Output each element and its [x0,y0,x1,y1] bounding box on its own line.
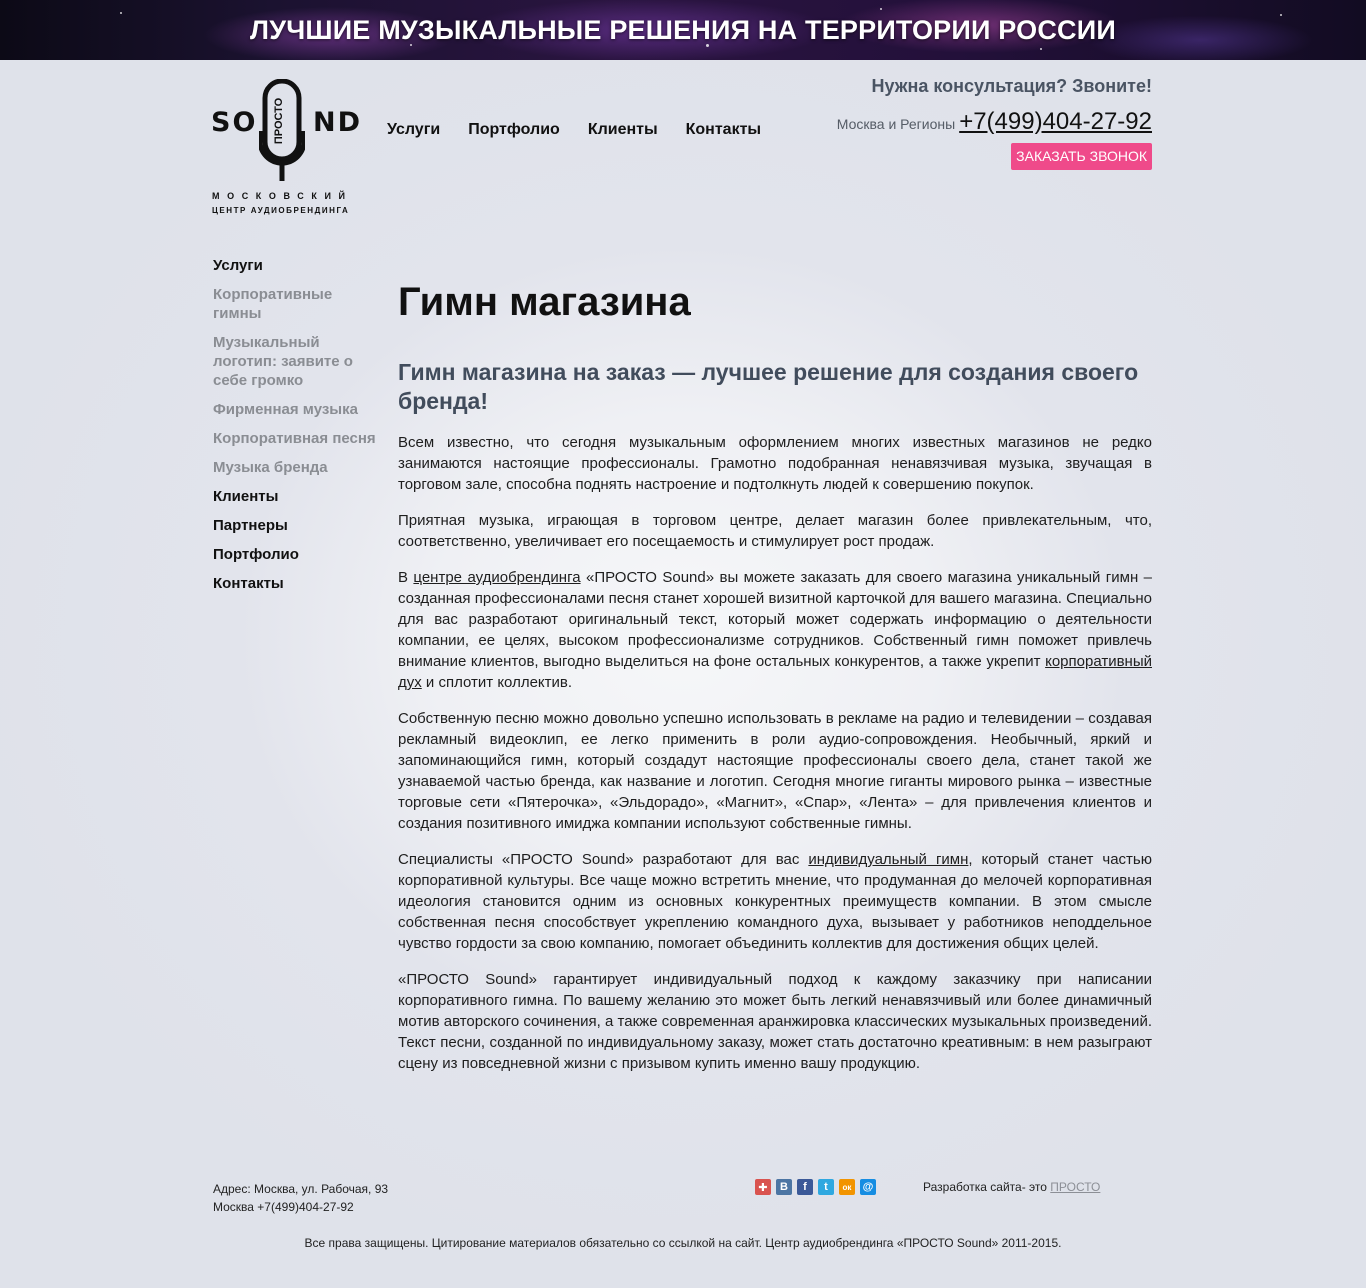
sidebar-item-services[interactable]: Услуги [213,257,263,274]
developer-credit [923,1180,1100,1194]
footer-address: Адрес: Москва, ул. Рабочая, 93 [213,1182,389,1196]
social-share-buttons [755,1179,876,1195]
sidebar-item-clients[interactable]: Клиенты [213,488,279,505]
logo-mic-text: ПРОСТО [273,97,285,145]
bookmark-icon[interactable]: ✚ [755,1179,771,1195]
p5-text-b: , который станет частью корпоративной культуры. Все чаще можно встретить мнение, что продуманная до мелочей корпоративная идеология становится одним из основных конкурентных преимуществ компании. В этом смысле собственная песня способствует укреплению командного духа, вызывает у работников неподдельное чувство гордости за свою компанию, помогает объединить коллектив для достижения общих целей. [398,851,1152,952]
p3-text-b: «ПРОСТО Sound» вы можете заказать для своего магазина уникальный гимн – созданная профессионалами песня станет хорошей визитной карточкой для вашего магазина. Специально для вас разработают оригинальный текст, который может содержать информацию о деятельности компании, ее целях, высоком профессионализме сотрудников. Собственный гимн поможет привлечь внимание клиентов, выгодно выделиться на фоне остальных конкурентов, а также укрепит [398,569,1152,670]
sidebar-item-contacts[interactable]: Контакты [213,575,284,592]
sidebar-item-corporate-song[interactable]: Корпоративная песня [213,430,376,447]
corporate-spirit-link[interactable]: корпоративный дух [398,653,1152,691]
sidebar-item-brand-music[interactable]: Фирменная музыка [213,401,358,418]
logo-subtitle-2: ЦЕНТР АУДИОБРЕНДИНГА [212,206,350,215]
p5-text-a: Специалисты «ПРОСТО Sound» разработают для вас [398,851,809,868]
article-subtitle: Гимн магазина на заказ — лучшее решение для создания своего бренда! [398,359,1139,414]
order-call-button[interactable]: ЗАКАЗАТЬ ЗВОНОК [1011,143,1152,170]
article-paragraph-6: «ПРОСТО Sound» гарантирует индивидуальный подход к каждому заказчику при написании корпоративного гимна. По вашему желанию это может быть легкий ненавязчивый или более динамичный мотив авторского сочинения, а также современная аранжировка классических музыкальных произведений. Текст песни, созданной по индивидуальному заказу, может стать достаточно креативным: в нем разыграют сцену из повседневной жизни с призывом купить именно вашу продукцию. [398,971,1152,1072]
odnoklassniki-icon[interactable]: ок [839,1179,855,1195]
article-paragraph-5 [398,849,1152,954]
phone-number-link[interactable]: +7(499)404-27-92 [959,108,1152,135]
p3-text-c: и сплотит коллектив. [421,674,573,691]
developer-link[interactable]: ПРОСТО [1050,1180,1101,1194]
sidebar-item-music-of-brand[interactable]: Музыка бренда [213,459,328,476]
sidebar-item-partners[interactable]: Партнеры [213,517,288,534]
sidebar-item-music-logo[interactable]: Музыкальный логотип: заявите о себе громко [213,334,353,389]
phone-row [837,108,1152,136]
logo-word-right: ND [313,107,363,138]
article-paragraph-1: Всем известно, что сегодня музыкальным оформлением многих известных магазинов не редко занимаются настоящие профессионалы. Грамотно подобранная ненавязчивая музыка, звучащая в торговом зале, способна поднять настроение и подтолкнуть людей к совершению покупок. [398,434,1152,493]
consultation-text: Нужна консультация? Звоните! [871,76,1152,96]
page-title: Гимн магазина [398,280,691,324]
microphone-icon [259,79,305,183]
audiobranding-center-link[interactable]: центре аудиобрендинга [413,569,581,586]
topnav-contacts[interactable]: Контакты [685,121,762,138]
site-logo[interactable] [211,79,367,219]
sidebar-menu [213,256,383,603]
footer-address-block [213,1180,388,1216]
twitter-icon[interactable]: t [818,1179,834,1195]
individual-anthem-link[interactable]: индивидуальный гимн [808,851,969,868]
copyright: Все права защищены. Цитирование материалов обязательно со ссылкой на сайт. Центр аудиобрендинга «ПРОСТО Sound» 2011-2015. [304,1236,1062,1250]
article-paragraph-4: Собственную песню можно довольно успешно использовать в рекламе на радио и телевидении – создавая рекламный видеоклип, ее легко применить в роли аудио-сопровождения. Необычный, яркий и запоминающийся гимн, который создадут настоящие профессионалы своего дела, станет такой же узнаваемой частью бренда, как название и логотип. Сегодня многие гиганты мирового рынка – известные торговые сети «Пятерочка», «Эльдорадо», «Магнит», «Спар», «Лента» – для привлечения клиентов и создания позитивного имиджа компании используют собственные гимны. [398,710,1152,832]
article [398,280,1152,1074]
footer-phone: Москва +7(499)404-27-92 [213,1200,354,1214]
mailru-icon[interactable]: @ [860,1179,876,1195]
article-paragraph-3 [398,567,1152,693]
article-paragraph-2: Приятная музыка, играющая в торговом центре, делает магазин более привлекательным, что, соответственно, увеличивает его посещаемость и стимулирует рост продаж. [398,512,1152,550]
logo-word-left: SO [211,107,258,138]
top-banner [0,0,1366,60]
developer-text: Разработка сайта- это [923,1180,1047,1194]
phone-region: Москва и Регионы [836,116,956,132]
topnav-clients[interactable]: Клиенты [587,121,658,138]
sidebar-item-portfolio[interactable]: Портфолио [213,546,299,563]
logo-subtitle-1: МОСКОВСКИЙ [212,191,353,201]
top-navigation [387,121,761,139]
facebook-icon[interactable]: f [797,1179,813,1195]
sidebar-item-corporate-anthems[interactable]: Корпоративные гимны [213,286,333,322]
banner-title: ЛУЧШИЕ МУЗЫКАЛЬНЫЕ РЕШЕНИЯ НА ТЕРРИТОРИИ РОССИИ [250,14,1116,45]
topnav-services[interactable]: Услуги [387,121,441,138]
topnav-portfolio[interactable]: Портфолио [468,121,560,138]
vk-icon[interactable]: B [776,1179,792,1195]
p3-text-a: В [398,569,414,586]
